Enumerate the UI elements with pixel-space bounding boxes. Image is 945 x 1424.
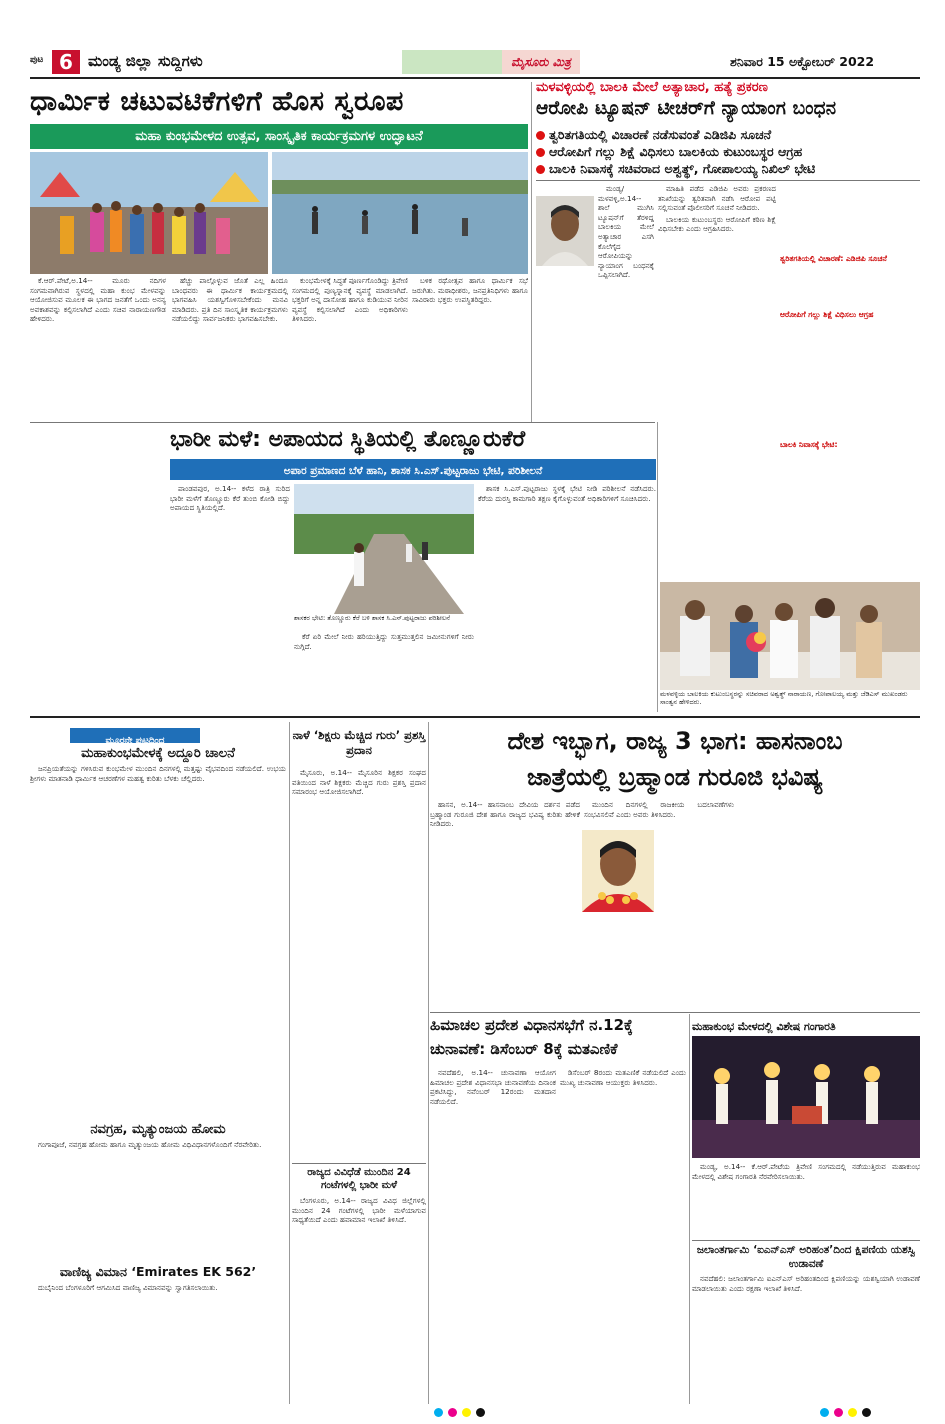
story4-body-block: [30, 764, 286, 1120]
registration-mark-icon: [476, 1408, 485, 1417]
story2-bullet: ಬಾಲಕಿ ನಿವಾಸಕ್ಕೆ ಸಚಿವರಾದ ಅಶ್ವತ್ಥ್, ಗೋಪಾಲಯ್ಯ ನಿಖಿಲ್ ಭೇಟಿ: [536, 160, 920, 177]
story1-lead: ಕೆ.ಆರ್.ಪೇಟೆ,ಅ.14-- ಮೂರು ನದಿಗಳ ಸಂಗಮವಾಗಿರುವ ಸ್ಥಳದಲ್ಲಿ ಮಹಾ ಕುಂಭ ಮೇಳವನ್ನು ಆಯೋಜಿಸುವ ಮೂಲಕ ಈ ಭಾಗದ ಜನತೆಗೆ ಒಂದು ಅನನ್ಯ ಅವಕಾಶವನ್ನು ಕಲ್ಪಿಸಲಾಗಿದೆ ಎಂದು ಸಚಿವ ನಾರಾಯಣಗೌಡ ಹೇಳಿದರು.: [30, 276, 166, 324]
story4-body2-block: [30, 1140, 286, 1264]
story4-sub2: ವಾಣಿಜ್ಯ ವಿಮಾನ ‘Emirates EK 562’: [59, 1264, 257, 1279]
story2-sub2: ಆರೋಪಿಗೆ ಗಲ್ಲು ಶಿಕ್ಷೆ ವಿಧಿಸಲು ಆಗ್ರಹ: [780, 310, 874, 319]
bullet-dot-icon: [536, 148, 545, 157]
registration-mark-icon: [462, 1408, 471, 1417]
story1-banner-text: ಮಹಾ ಕುಂಭಮೇಳದ ಉತ್ಸವ, ಸಾಂಸ್ಕೃತಿಕ ಕಾರ್ಯಕ್ರಮಗಳ ಉದ್ಘಾಟನೆ: [135, 129, 423, 144]
story2-kicker: ಮಳವಳ್ಳಿಯಲ್ಲಿ ಬಾಲಕಿ ಮೇಲೆ ಅತ್ಯಾಚಾರ, ಹತ್ಯೆ ಪ್ರಕರಣ: [536, 80, 768, 95]
masthead-box: [502, 50, 580, 74]
masthead: ಮೈಸೂರು ಮಿತ್ರ: [511, 55, 571, 69]
story3-col1: [170, 484, 290, 710]
story3-col3: [478, 484, 656, 710]
story3-col2: [294, 632, 474, 710]
river-bathing-photo: [272, 152, 528, 274]
story3-banner: [170, 459, 656, 480]
page-number: 6: [59, 50, 73, 74]
ganga-aarti-photo: [692, 1036, 920, 1158]
story10-body: ನವದೆಹಲಿ: ಜಲಾಂತರ್ಗಾಮಿ ಐಎನ್‌ಎಸ್ ಅರಿಹಂತದಿಂದ ಕ್ಷಿಪಣಿಯನ್ನು ಯಶಸ್ವಿಯಾಗಿ ಉಡಾವಣೆ ಮಾಡಲಾಯಿತು ಎಂದು ರಕ್ಷಣಾ ಇಲಾಖೆ ತಿಳಿಸಿದೆ.: [692, 1274, 920, 1293]
story7-col3: [738, 800, 920, 1010]
story9-body-block: [692, 1162, 920, 1238]
registration-mark-icon: [848, 1408, 857, 1417]
story3-col2-text: ಕೆರೆ ಏರಿ ಮೇಲೆ ನೀರು ಹರಿಯುತ್ತಿದ್ದು ಸುತ್ತಮುತ್ತಲಿನ ಜಮೀನುಗಳಿಗೆ ನೀರು ನುಗ್ಗಿದೆ.: [294, 632, 474, 651]
story4-body: ಜನಪ್ರಿಯತೆಯನ್ನು ಗಳಿಸಿರುವ ಕುಂಭಮೇಳ ಮುಂದಿನ ದಿನಗಳಲ್ಲಿ ಮತ್ತಷ್ಟು ವೈಭವದಿಂದ ನಡೆಯಲಿದೆ. ಉಭಯ ಶ್ರೀಗಳು ಮಾತನಾಡಿ ಧಾರ್ಮಿಕ ಆಚರಣೆಗಳ ಮಹತ್ವ ಕುರಿತು ಬೆಳಕು ಚೆಲ್ಲಿದರು.: [30, 764, 286, 783]
story9-body: ಮಂಡ್ಯ, ಅ.14-- ಕೆ.ಆರ್.ಪೇಟೆಯ ತ್ರಿವೇಣಿ ಸಂಗಮದಲ್ಲಿ ನಡೆಯುತ್ತಿರುವ ಮಹಾಕುಂಭ ಮೇಳದಲ್ಲಿ ವಿಶೇಷ ಗಂಗಾರತಿ ನೆರವೇರಿಸಲಾಯಿತು.: [692, 1162, 920, 1181]
column-rule: [289, 722, 290, 1404]
story2-bullet: ತ್ವರಿತಗತಿಯಲ್ಲಿ ವಿಚಾರಣೆ ನಡೆಸುವಂತೆ ಎಡಿಜಿಪಿ ಸೂಚನೆ: [536, 126, 920, 143]
column-rule: [657, 422, 658, 712]
story10-top-rule: [692, 1240, 920, 1241]
section-title: ಮಂಡ್ಯ ಜಿಲ್ಲಾ ಸುದ್ದಿಗಳು: [88, 52, 203, 70]
story2-col2: [658, 184, 776, 584]
story3-col1-text: ಪಾಂಡವಪುರ, ಅ.14-- ಕಳೆದ ರಾತ್ರಿ ಸುರಿದ ಭಾರೀ ಮಳೆಗೆ ತೊಣ್ಣೂರು ಕೆರೆ ತುಂಬಿ ಕೋಡಿ ಬಿದ್ದು ಅಪಾಯದ ಸ್ಥಿತಿಯಲ್ಲಿದೆ.: [170, 484, 290, 513]
story7-headline-1: ದೇಶ ಇಬ್ಭಾಗ, ರಾಜ್ಯ 3 ಭಾಗ: ಹಾಸನಾಂಬ: [507, 727, 843, 755]
page-number-box: [52, 50, 80, 74]
story10-body-block: [692, 1274, 920, 1404]
story8-headline-2: ಚುನಾವಣೆ: ಡಿಸೆಂಬರ್ 8ಕ್ಕೆ ಮತಎಣಿಕೆ: [430, 1040, 618, 1058]
story7-body2: ಮುಂದಿನ ದಿನಗಳಲ್ಲಿ ರಾಜಕೀಯ ಬದಲಾವಣೆಗಳು ಸಂಭವಿಸಲಿವೆ ಎಂದು ಅವರು ತಿಳಿಸಿದರು.: [584, 800, 734, 819]
story4-tag: [70, 728, 200, 746]
story5-body-block: [292, 768, 426, 1162]
story3-top-rule: [30, 422, 655, 423]
story7-bottom-rule: [430, 1012, 920, 1013]
registration-mark-icon: [820, 1408, 829, 1417]
story2-body2: ಮಾಹಿತಿ ಪಡೆದ ಎಡಿಜಿಪಿ ಅವರು ಪ್ರಕರಣದ ತನಿಖೆಯನ್ನು ತ್ವರಿತವಾಗಿ ನಡೆಸಿ ಆರೋಪ ಪಟ್ಟಿ ಸಲ್ಲಿಸುವಂತೆ ಪೊಲೀಸರಿಗೆ ಸೂಚನೆ ನೀಡಿದರು.: [658, 184, 776, 213]
lake-inspection-caption: ಶಾಸಕರ ಭೇಟಿ: ತೊಣ್ಣೂರು ಕೆರೆ ಬಳಿ ಶಾಸಕ ಸಿ.ಎಸ್.ಪುಟ್ಟರಾಜು ಪರಿಶೀಲನೆ: [294, 614, 451, 622]
page-header: [30, 50, 918, 76]
column-rule: [531, 82, 532, 422]
story2-rule: [536, 180, 920, 181]
story1-col3-text: ಕುಂಭಮೇಳಕ್ಕೆ ಸಿದ್ಧತೆ ಪೂರ್ಣಗೊಂಡಿದ್ದು ತ್ರಿವೇಣಿ ಸಂಗಮದಲ್ಲಿ ಪುಣ್ಯಸ್ನಾನಕ್ಕೆ ವ್ಯವಸ್ಥೆ ಮಾಡಲಾಗಿದೆ. ಭಕ್ತರಿಗೆ ಅನ್ನ ದಾಸೋಹ ಹಾಗೂ ಕುಡಿಯುವ ನೀರಿನ ವ್ಯವಸ್ಥೆ ಕಲ್ಪಿಸಲಾಗಿದೆ ಎಂದು ಅಧಿಕಾರಿಗಳು ತಿಳಿಸಿದರು.: [292, 276, 408, 324]
story4-headline: ಮಹಾಕುಂಭಮೇಳಕ್ಕೆ ಅದ್ದೂರಿ ಚಾಲನೆ: [81, 746, 235, 761]
story3-banner-text: ಅಪಾರ ಪ್ರಮಾಣದ ಬೆಳೆ ಹಾನಿ, ಶಾಸಕ ಸಿ.ಎಸ್.ಪುಟ್ಟರಾಜು ಭೇಟಿ, ಪರಿಶೀಲನೆ: [283, 465, 543, 477]
story4-tag-text: ಮೂರನೇ ಪುಟದಿಂದ: [105, 736, 165, 746]
story7-headline-2: ಜಾತ್ರೆಯಲ್ಲಿ ಬ್ರಹ್ಮಾಂಡ ಗುರೂಜಿ ಭವಿಷ್ಯ: [526, 763, 824, 791]
lake-inspection-photo: [294, 484, 474, 614]
registration-mark-icon: [834, 1408, 843, 1417]
story1-col3: [292, 276, 408, 421]
date-line: ಶನಿವಾರ 15 ಅಕ್ಟೋಬರ್ 2022: [730, 54, 875, 69]
registration-mark-icon: [448, 1408, 457, 1417]
story2-sub1: ತ್ವರಿತಗತಿಯಲ್ಲಿ ವಿಚಾರಣೆ: ಎಡಿಜಿಪಿ ಸೂಚನೆ: [780, 254, 887, 263]
story8-body2: ಡಿಸೆಂಬರ್ 8ರಂದು ಮತಎಣಿಕೆ ನಡೆಯಲಿದೆ ಎಂದು ಮುಖ್ಯ ಚುನಾವಣಾ ಆಯುಕ್ತರು ತಿಳಿಸಿದರು.: [560, 1068, 686, 1087]
story1-headline: ಧಾರ್ಮಿಕ ಚಟುವಟಿಕೆಗಳಿಗೆ ಹೊಸ ಸ್ವರೂಪ: [30, 86, 404, 117]
story6-body: ಬೆಂಗಳೂರು, ಅ.14-- ರಾಜ್ಯದ ವಿವಿಧ ಜಿಲ್ಲೆಗಳಲ್ಲಿ ಮುಂದಿನ 24 ಗಂಟೆಗಳಲ್ಲಿ ಭಾರೀ ಮಳೆಯಾಗುವ ಸಾಧ್ಯತೆಯಿದೆ ಎಂದು ಹವಾಮಾನ ಇಲಾಖೆ ತಿಳಿಸಿದೆ.: [292, 1196, 426, 1225]
story1-banner: [30, 124, 528, 149]
kumbh-procession-photo: [30, 152, 268, 274]
story6-top-rule: [292, 1163, 426, 1164]
story4-body2: ಗಂಗಾಪೂಜೆ, ನವಗ್ರಹ ಹೋಮ ಹಾಗೂ ಮೃತ್ಯುಂಜಯ ಹೋಮ ವಿಧಿವಿಧಾನಗಳೊಂದಿಗೆ ನೆರವೇರಿತು.: [38, 1140, 262, 1149]
story1-col2: [172, 276, 288, 421]
story5-body: ಮೈಸೂರು, ಅ.14-- ಮೈಸೂರಿನ ಶಿಕ್ಷಕರ ಸಂಘದ ವತಿಯಿಂದ ನಾಳೆ ಶಿಕ್ಷಕರು ಮೆಚ್ಚಿದ ಗುರು ಪ್ರಶಸ್ತಿ ಪ್ರದಾನ ಸಮಾರಂಭ ಆಯೋಜಿಸಲಾಗಿದೆ.: [292, 768, 426, 797]
story2-bullets: [536, 126, 920, 177]
registration-mark-icon: [862, 1408, 871, 1417]
story1-col4: [412, 276, 528, 421]
story2-body3: ಬಾಲಕಿಯ ಕುಟುಂಬಸ್ಥರು ಆರೋಪಿಗೆ ಕಠಿಣ ಶಿಕ್ಷೆ ವಿಧಿಸಬೇಕು ಎಂದು ಆಗ್ರಹಿಸಿದರು.: [658, 214, 776, 234]
story8-col1: [430, 1068, 556, 1403]
story8-body: ನವದೆಹಲಿ, ಅ.14-- ಚುನಾವಣಾ ಆಯೋಗ ಹಿಮಾಚಲ ಪ್ರದೇಶ ವಿಧಾನಸಭಾ ಚುನಾವಣೆಯ ದಿನಾಂಕ ಪ್ರಕಟಿಸಿದ್ದು, ನವೆಂಬರ್ 12ರಂದು ಮತದಾನ ನಡೆಯಲಿದೆ.: [430, 1068, 556, 1106]
story1-col2-text: ಹೆಚ್ಚು ಪಾಲ್ಗೊಳ್ಳುವ ಜೊತೆ ಎಲ್ಲ ಹಿಂದೂ ಬಾಂಧವರು ಈ ಧಾರ್ಮಿಕ ಕಾರ್ಯಕ್ರಮದಲ್ಲಿ ಭಾಗವಹಿಸಿ ಯಶಸ್ವಿಗೊಳಿಸಬೇಕೆಂದು ಮನವಿ ಮಾಡಿದರು. ಪ್ರತಿ ದಿನ ಸಾಂಸ್ಕೃತಿಕ ಕಾರ್ಯಕ್ರಮಗಳು ನಡೆಯಲಿದ್ದು ಸಾರ್ವಜನಿಕರು ಭಾಗವಹಿಸಬೇಕು.: [172, 276, 288, 324]
story7-body: ಹಾಸನ, ಅ.14-- ಹಾಸನಾಂಬ ದೇವಿಯ ದರ್ಶನ ಪಡೆದ ಬ್ರಹ್ಮಾಂಡ ಗುರೂಜಿ ದೇಶ ಹಾಗೂ ರಾಜ್ಯದ ಭವಿಷ್ಯ ಕುರಿತು ಹೇಳಿಕೆ ನೀಡಿದರು.: [430, 800, 580, 829]
story8-headline-1: ಹಿಮಾಚಲ ಪ್ರದೇಶ ವಿಧಾನಸಭೆಗೆ ನ.12ಕ್ಕೆ: [430, 1016, 633, 1034]
ministers-visit-photo: [660, 582, 920, 690]
ministers-visit-caption: ಮಳವಳ್ಳಿಯ ಬಾಲಕಿಯ ಕುಟುಂಬಸ್ಥರನ್ನು ಸಚಿವರಾದ ಅಶ್ವತ್ಥ್ ನಾರಾಯಣ, ಗೋಪಾಲಯ್ಯ ಮತ್ತು ಜೆಡಿಎಸ್ ಮುಖಂಡರು ಸಾಂತ್ವನ ಹೇಳಿದರು.: [660, 690, 908, 706]
mid-page-rule: [30, 716, 920, 718]
story4-sub1: ನವಗ್ರಹ, ಮೃತ್ಯುಂಜಯ ಹೋಮ: [90, 1122, 226, 1137]
story4-body3: ದುಬೈನಿಂದ ಬೆಂಗಳೂರಿಗೆ ಆಗಮಿಸಿದ ವಾಣಿಜ್ಯ ವಿಮಾನವನ್ನು ಸ್ವಾಗತಿಸಲಾಯಿತು.: [38, 1283, 218, 1292]
story6-body-block: [292, 1196, 426, 1403]
story2-body: ಮಂಡ್ಯ/ಮಳವಳ್ಳಿ,ಅ.14-- ಶಾಲೆ ಮುಗಿಸಿ ಟ್ಯೂಷನ್‌ಗೆ ತೆರಳಿದ್ದ ಬಾಲಕಿಯ ಮೇಲೆ ಅತ್ಯಾಚಾರ ಎಸಗಿ ಕೊಲೆಗೈದ ಆರೋಪಿಯನ್ನು ನ್ಯಾಯಾಂಗ ಬಂಧನಕ್ಕೆ ಒಪ್ಪಿಸಲಾಗಿದೆ.: [598, 184, 654, 280]
header-rule: [30, 77, 920, 79]
bullet-dot-icon: [536, 165, 545, 174]
story2-col3: [780, 184, 920, 584]
story1-col4-text: ಬಳಿಕ ರಥೋತ್ಸವ ಹಾಗೂ ಧಾರ್ಮಿಕ ಸಭೆ ಜರುಗಿತು. ಮಠಾಧೀಶರು, ಜನಪ್ರತಿನಿಧಿಗಳು ಹಾಗೂ ಸಾವಿರಾರು ಭಕ್ತರು ಉಪಸ್ಥಿತರಿದ್ದರು.: [412, 276, 528, 305]
story7-col1: [430, 800, 580, 1010]
story6-headline: ರಾಜ್ಯದ ವಿವಿಧೆಡೆ ಮುಂದಿನ 24 ಗಂಟೆಗಳಲ್ಲಿ ಭಾರೀ ಮಳೆ: [307, 1167, 411, 1191]
story2-bullet: ಆರೋಪಿಗೆ ಗಲ್ಲು ಶಿಕ್ಷೆ ವಿಧಿಸಲು ಬಾಲಕಿಯ ಕುಟುಂಬಸ್ಥರ ಆಗ್ರಹ: [536, 143, 920, 160]
column-rule: [428, 722, 429, 1404]
story7-col2: [584, 800, 734, 1010]
story3-headline: ಭಾರೀ ಮಳೆ: ಅಪಾಯದ ಸ್ಥಿತಿಯಲ್ಲಿ ತೊಣ್ಣೂರುಕೆರೆ: [170, 427, 526, 452]
story5-headline: ನಾಳೆ ‘ಶಿಕ್ಷರು ಮೆಚ್ಚಿದ ಗುರು’ ಪ್ರಶಸ್ತಿ ಪ್ರದಾನ: [292, 728, 426, 757]
column-rule: [689, 1014, 690, 1404]
story2-headline: ಆರೋಪಿ ಟ್ಯೂಷನ್ ಟೀಚರ್‌ಗೆ ನ್ಯಾಯಾಂಗ ಬಂಧನ: [536, 98, 837, 119]
header-green-block: [402, 50, 502, 74]
story1-col1: [30, 276, 166, 694]
registration-mark-icon: [434, 1408, 443, 1417]
story10-headline: ಜಲಾಂತರ್ಗಾಮಿ ‘ಐಎನ್‌ಎಸ್ ಅರಿಹಂತ’ದಿಂದ ಕ್ಷಿಪಣಿಯ ಯಶಸ್ವಿ ಉಡಾವಣೆ: [696, 1244, 916, 1270]
bullet-dot-icon: [536, 131, 545, 140]
story9-headline: ಮಹಾಕುಂಭ ಮೇಳದಲ್ಲಿ ವಿಶೇಷ ಗಂಗಾರತಿ: [692, 1020, 836, 1033]
story3-col3-text: ಶಾಸಕ ಸಿ.ಎಸ್.ಪುಟ್ಟರಾಜು ಸ್ಥಳಕ್ಕೆ ಭೇಟಿ ನೀಡಿ ಪರಿಶೀಲನೆ ನಡೆಸಿದರು. ಕೆರೆಯ ದುರಸ್ತಿ ಕಾಮಗಾರಿ ತಕ್ಷಣ ಕೈಗೊಳ್ಳುವಂತೆ ಅಧಿಕಾರಿಗಳಿಗೆ ಸೂಚಿಸಿದರು.: [478, 484, 656, 503]
story8-col2: [560, 1068, 686, 1403]
page-label: ಪುಟ: [30, 55, 44, 65]
story4-body3-block: [30, 1283, 286, 1403]
story2-sub3: ಬಾಲಕಿ ನಿವಾಸಕ್ಕೆ ಭೇಟಿ:: [780, 440, 838, 449]
